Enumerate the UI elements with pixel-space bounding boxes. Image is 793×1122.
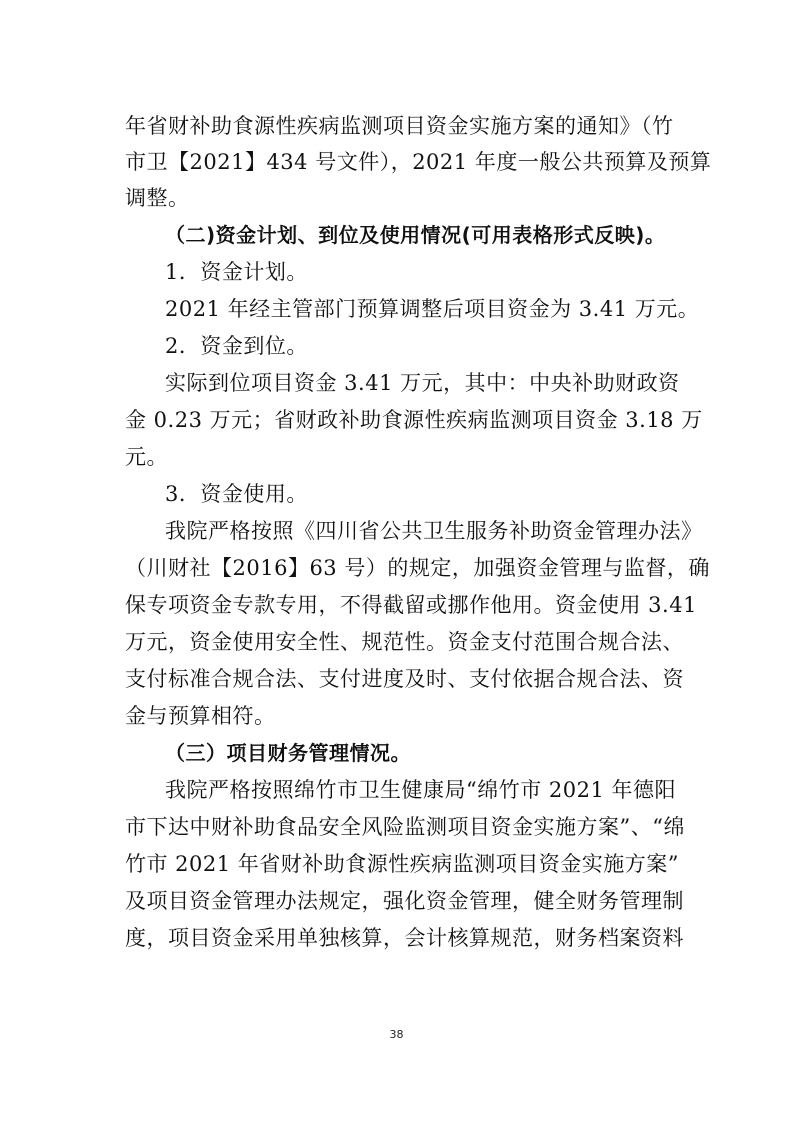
text-line: 调整。 (125, 186, 190, 210)
text-line: 我院严格按照绵竹市卫生健康局“绵竹市 2021 年德阳 (165, 778, 677, 802)
text-line: （川财社【2016】63 号）的规定，加强资金管理与监督，确 (125, 556, 710, 580)
text-line: 度，项目资金采用单独核算，会计核算规范，财务档案资料 (125, 926, 684, 950)
text-line: 金 0.23 万元；省财政补助食源性疾病监测项目资金 3.18 万 (125, 408, 703, 432)
section-heading: （三）项目财务管理情况。 (165, 741, 411, 765)
text-line: 支付标准合规合法、支付进度及时、支付依据合规合法、资 (125, 667, 684, 691)
subsection-heading: 2．资金到位。 (165, 334, 308, 358)
section-heading: （二)资金计划、到位及使用情况(可用表格形式反映)。 (165, 223, 666, 247)
text-line: 实际到位项目资金 3.41 万元，其中：中央补助财政资 (165, 371, 680, 395)
text-line: 我院严格按照《四川省公共卫生服务补助资金管理办法》 (165, 519, 703, 543)
page-number: 38 (389, 1028, 404, 1041)
text-line: 保专项资金专款专用，不得截留或挪作他用。资金使用 3.41 (125, 593, 697, 617)
text-line: 金与预算相符。 (125, 704, 276, 728)
text-line: 万元，资金使用安全性、规范性。资金支付范围合规合法、 (125, 630, 684, 654)
text-line: 年省财补助食源性疾病监测项目资金实施方案的通知》（竹 (125, 114, 674, 138)
subsection-heading: 1．资金计划。 (165, 260, 308, 284)
text-line: 市卫【2021】434 号文件），2021 年度一般公共预算及预算 (125, 150, 712, 174)
text-line: 及项目资金管理办法规定，强化资金管理，健全财务管理制 (125, 889, 684, 913)
text-line: 市下达中财补助食品安全风险监测项目资金实施方案”、“绵 (125, 815, 685, 839)
text-line: 元。 (125, 445, 168, 469)
text-line: 竹市 2021 年省财补助食源性疾病监测项目资金实施方案” (125, 852, 680, 876)
text-line: 2021 年经主管部门预算调整后项目资金为 3.41 万元。 (165, 297, 700, 321)
subsection-heading: 3．资金使用。 (165, 482, 308, 506)
